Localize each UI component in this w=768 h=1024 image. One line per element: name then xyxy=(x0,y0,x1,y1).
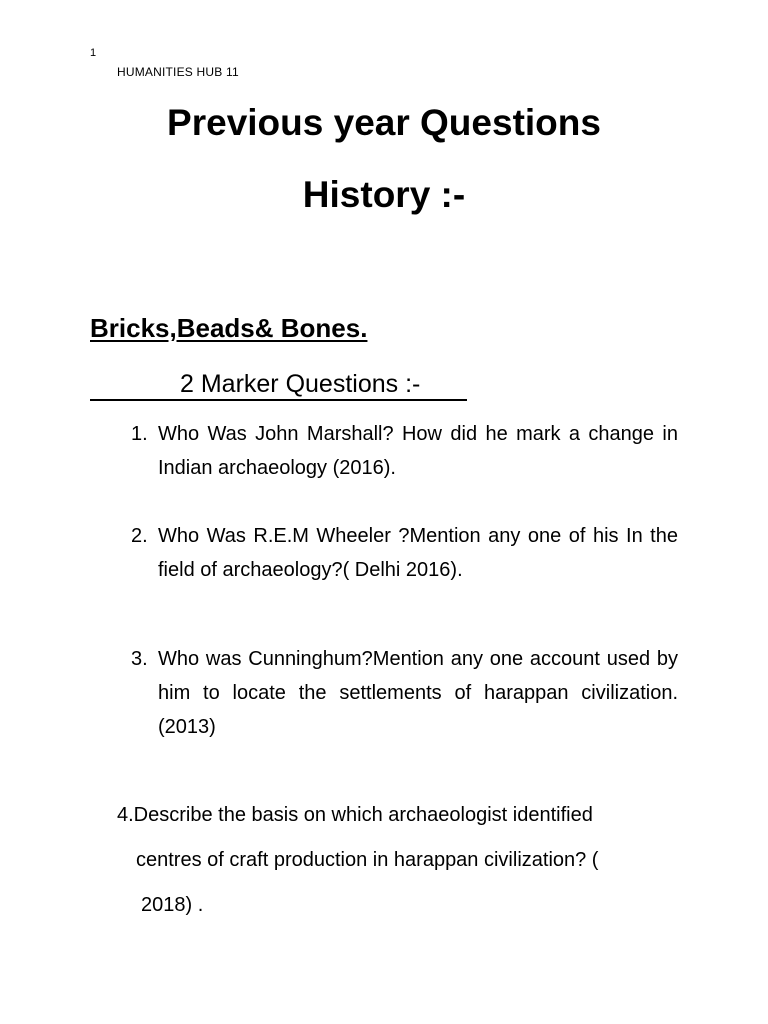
question-number: 2. xyxy=(131,525,148,547)
page-title: Previous year Questions xyxy=(167,102,601,143)
question-number: 3. xyxy=(131,648,148,670)
question-number: 1. xyxy=(131,423,148,445)
page-subtitle: History :- xyxy=(302,174,466,215)
question-item xyxy=(131,519,678,589)
question-item xyxy=(131,417,678,487)
page-number: 1 xyxy=(90,47,97,59)
question-text: Who Was R.E.M Wheeler ?Mention any one of his In the field of archaeology?( Delhi 2016). xyxy=(158,525,678,581)
question-item xyxy=(131,642,678,746)
question-4-line-3: 2018) . xyxy=(141,894,204,916)
document-header: HUMANITIES HUB 11 xyxy=(117,65,239,79)
section-heading xyxy=(90,368,470,402)
question-4-line-2: centres of craft production in harappan civilization? ( xyxy=(136,849,599,871)
question-4-line-1: 4.Describe the basis on which archaeologist identified xyxy=(117,804,593,826)
chapter-heading: Bricks,Beads& Bones. xyxy=(90,313,368,343)
section-heading-text: 2 Marker Questions :- xyxy=(180,370,421,398)
question-text: Who Was John Marshall? How did he mark a change in Indian archaeology (2016). xyxy=(158,423,678,479)
question-text: Who was Cunninghum?Mention any one account used by him to locate the settlements of harappan civilization.(2013) xyxy=(158,648,678,738)
